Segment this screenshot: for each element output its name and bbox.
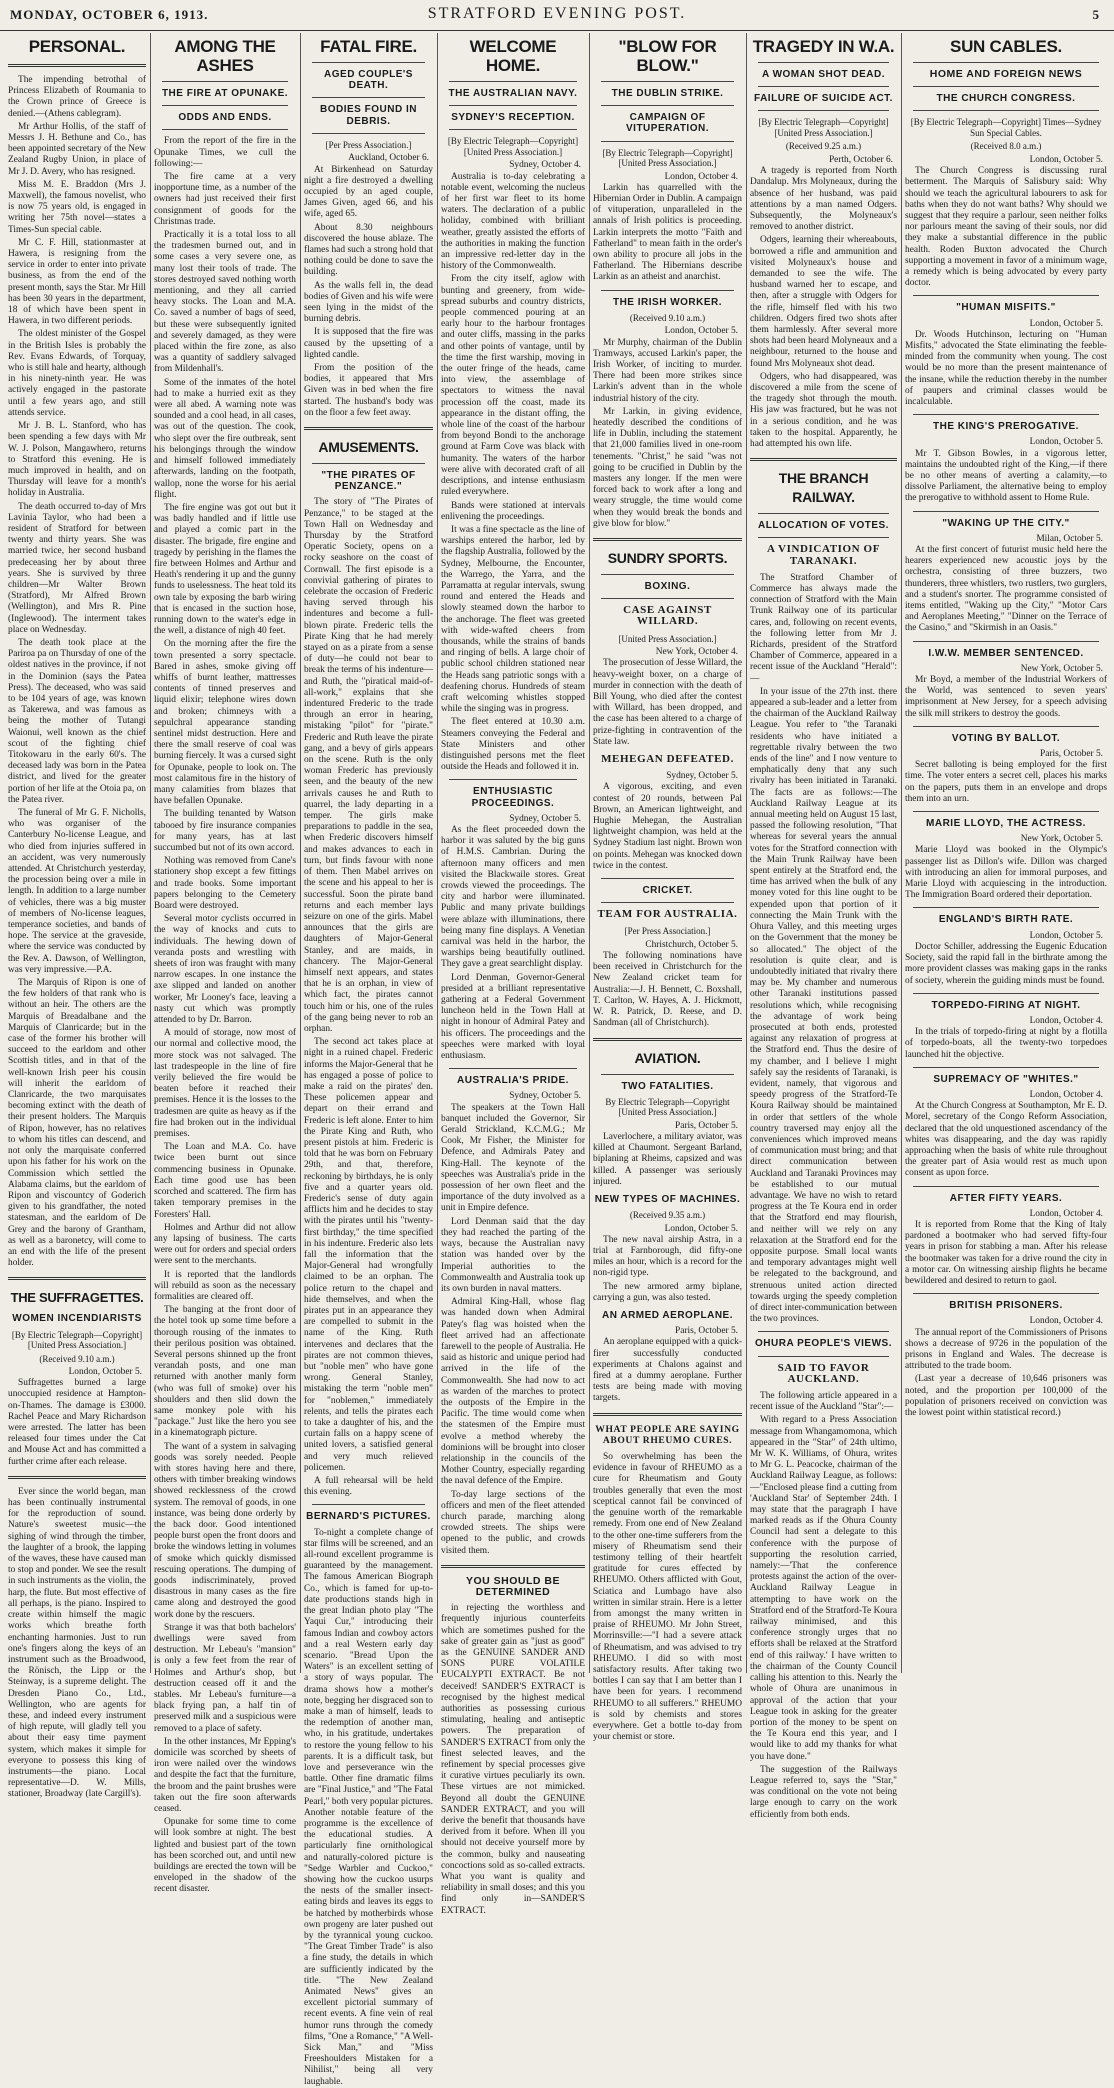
section-heading: AVIATION.: [634, 1049, 701, 1066]
article-paragraph: The banging at the front door of the hotel took up some time before a thorough rousing of the inmates to their perilous position was obtained. Several persons shinned up the front verandah posts, and one man returned with another manly form (who was full of smoke) over his shoulders and then slid down the same monkey pole with his "package." Just like the hero you see in a kinematograph picture.: [154, 1305, 296, 1439]
article-paragraph: To-night a complete change of star films will be screened, and an all-round excellent programme is guaranteed by the management. The famous American Biograph Co., which is famed for up-to-date productions stands high in the great Indian photo play "The Yaqui Cur," introducing their famous Indian and cowboy actors and a real Western early day scenario. "Bread Upon the Waters" is an excellent setting of a story of ways popular. The drama shows how a mother's note, begging her disgraced son to make a man of himself, leads to the redemption of another man, who, in his gratitude, undertakes to restore the young fellow to his parents. It is a difficult task, but love and perseverance win the battle. Other fine dramatic films are "Final Justice," and "The Fatal Pearl," both very popular pictures. Another notable feature of the programme is the excellence of the educational studies. A particularly fine ornithological and naturally-colored picture is "Sedge Warbler and Cuckoo," showing how the cuckoo usurps the nests of the smaller insect-eating birds and leaves its eggs to be hatched by motherbirds whose own progeny are later pushed out by the tyrannical young cuckoo. "The Great Timber Trade" is also a fine study, the details in which are sufficiently indicated by the title. "The New Zealand Animated News" gives an excellent pictorial summary of recent events. A fine vein of real humor runs through the comedy films, "One a Romance," "A Well-Sick Man," and "Miss Freeshoulders Mistaken for a Nihilist," being all very laughable.: [304, 1527, 434, 2087]
divider: [913, 295, 1099, 296]
subheading: CAMPAIGN OF VITUPERATION.: [626, 112, 709, 135]
subheading: THE AUSTRALIAN NAVY.: [448, 88, 578, 99]
column-rule: [150, 33, 151, 1673]
column-fatal-fire: [304, 33, 434, 2087]
article-paragraph: It is supposed that the fire was caused by the upsetting of a lighted candle.: [304, 327, 433, 360]
section-heading: TRAGEDY IN W.A.: [752, 37, 895, 56]
divider: [8, 1476, 146, 1479]
article-paragraph: Opunake for some time to come will look sombre at night. The best lighted and busiest part of the town has been scorched out, and until new buildings are erected the town will be enveloped in the shadow of the recent disaster.: [154, 1817, 296, 1895]
subheading: BERNARD'S PICTURES.: [306, 1511, 431, 1523]
divider: [913, 110, 1099, 111]
article-paragraph: Marie Lloyd was booked in the Olympic's passenger list as Dillon's wife. Dillon was charged with introducing an alien for immoral purposes, and Marie Lloyd with acquiescing in the introduction. The Immigration Board ordered their deportation.: [905, 845, 1107, 901]
article-paragraph: The building tenanted by Watson tabooed by fire insurance companies for many years, has at last succumbed but not of its own accord.: [154, 809, 296, 853]
received-time: (Received 9.10 a.m.): [39, 1353, 115, 1364]
dateline: Milan, October 5.: [1036, 533, 1103, 544]
article-paragraph: In your issue of the 27th inst. there appeared a sub-leader and a letter from the chairman of the Auckland Railway League. You refer to "the Taranaki residents who have initiated a regrettable rivalry between the two ends of the line" and I now venture to emphatically deny that any such rivalry has been initiated in Taranaki. The facts are as follows:—The Auckland Railway League at its annual meeting held on August 15 last, passed the following resolution, "That whereas for several years the annual votes for the Stratford connection with the Main Trunk Railway have been spent entirely at the Stratford end, the time has arrived when the bulk of any money voted for this line ought to be expended upon that portion of it connecting the Main Trunk with the Ohura Valley, and this meeting urges on the Government that the money be so allocated." The object of the resolution is quite clear, and is undoubtedly initiated that rivalry there may be. My chamber and numerous other Taranaki institutions passed resolutions which, while recognising the advantage of work being prosecuted at both ends, protested against any relaxation of progress at the Stratford end. Thus the desire of my chamber, and I believe I might safely say the residents of Taranaki, is evident, namely, that vigorous and speedy progress of the Stratford-Te Koura Railway should be maintained in order that settlers of the whole country traversed may enjoy all the conveniences which improved means of communication must bring; and that direct communication between Auckland and Taranaki Provinces may be established to our mutual advantage. We have no wish to retard progress at the Te Koura end in order that the Stratford end may flourish, and neither will we rely on any relaxation at the Stratford end for the opposite purpose. Small local wants and temporary advantages might well be relegated to the background, and strenuous united action directed towards urging the speedy completion of direct inter-communication between the two provinces.: [750, 686, 897, 1325]
article-paragraph: It is reported from Rome that the King of Italy pardoned a bootmaker who had served fifty-four years in prison for stabbing a man. After his release the bootmaker was taken for a drive round the city in a motor car. On witnessing airship flights he became bewildered and desired to return to gaol.: [905, 1219, 1107, 1286]
article-paragraph: As the walls fell in, the dead bodies of Given and his wife were seen lying in the midst of the burning debris.: [304, 280, 433, 325]
dateline: London, October 5.: [664, 1223, 738, 1234]
dateline: Paris, October 5.: [674, 1326, 738, 1337]
subheading: A VINDICATION OF TARANAKI.: [766, 543, 881, 567]
article-paragraph: Miss M. E. Braddon (Mrs J. Maxwell), the famous novelist, who is now 75 years old, is engaged in writing her 75th novel—states a Times-Sun special cable.: [8, 179, 146, 235]
received-time: (Received 9.10 a.m.): [629, 312, 706, 323]
article-paragraph: Several motor cyclists occurred in the way of knocks and cuts to individuals. The hewing down of veranda posts and wrestling with sheets of iron was fraught with many narrow escapes. In one instance the axe slipped and landed on another worker, Mr Looney's face, leaving a nasty cut which was promptly attended to by Dr. Barron.: [154, 914, 296, 1026]
subheading: ENGLAND'S BIRTH RATE.: [938, 914, 1074, 926]
divider: [601, 598, 734, 599]
divider: [913, 62, 1099, 63]
article-paragraph: At Birkenhead on Saturday night a fire destroyed a dwelling occupied by an aged couple, James Given, aged 66, and his wife, aged 65.: [304, 164, 433, 220]
divider: [758, 62, 889, 63]
article-paragraph: The Marquis of Ripon is one of the few holders of that rank who is without an heir. The others are the Marquis of Breadalbane and the Marquis of Clanricarde; but in the case of the former his brother will succeed to the earldom and other Scottish titles, and in that of the well-known Irish peer his cousin will inherit the earldom of Clanricarde, the two marquisates becoming extinct with the death of their present holders. The Marquis of Ripon, however, has no relatives to whom his titles can descend, and not only the marquisate conferred upon his father for his work on the Commission which settled the Alabama claims, but the earldom of Ripon and viscountcy of Goderich given to his grandfather, the noted statesman, and the earldom of De Grey and the barony of Grantham, as well as a baronetcy, will come to an end with the life of the present holder.: [8, 978, 146, 1269]
column-tragedy-in-wa: [750, 33, 897, 1820]
section-heading: "BLOW FOR BLOW.": [618, 37, 717, 75]
subheading: MEHEGAN DEFEATED.: [601, 752, 734, 765]
article-paragraph: To-day large sections of the officers and men of the fleet attended church parade, marching along crowded streets. The ships were opened to the public, and crowds visited them.: [441, 1489, 585, 1556]
divider: [312, 463, 425, 464]
column-rule: [589, 33, 590, 1673]
divider: [758, 537, 889, 538]
wire-credit: [By Electric Telegraph—Copyright] [United Press Association.]: [602, 147, 733, 169]
column-welcome-home: [441, 33, 585, 1916]
article-paragraph: Lord Denman said that the day they had reached the parting of the ways, because the Australian navy station was handed over by the Imperial authorities to the Commonwealth and Australia took up its own burden in naval matters.: [441, 1216, 585, 1294]
column-among-the-ashes: [154, 33, 296, 1895]
dateline: Paris, October 5.: [674, 1120, 738, 1131]
subheading: CASE AGAINST WILLARD.: [623, 604, 712, 628]
wire-credit: [By Electric Telegraph—Copyright] Times—Sydney Sun Special Cables.: [910, 117, 1102, 138]
divider: [162, 105, 288, 106]
article-paragraph: A mould of storage, now most of our normal and collective mood, the more stock was not salvaged. The last tradespeople in the line of fire verily believed the fire would be beaten before it reached their premises. Hence it is the losses to the tradesmen are quite as heavy as if the fire had broken out in the individual premises.: [154, 1028, 296, 1140]
divider: [750, 458, 897, 461]
article-paragraph: Mr Murphy, chairman of the Dublin Tramways, accused Larkin's paper, the Irish Worker, of inciting to murder. There had been more strikes since Larkin's advent than in the whole industrial history of the city.: [593, 337, 742, 404]
dateline: London, October 5.: [1029, 318, 1103, 329]
dateline: London, October 4.: [1029, 1015, 1103, 1026]
subheading: THE DUBLIN STRIKE.: [611, 88, 724, 99]
dateline: New York, October 5.: [1020, 834, 1103, 845]
divider: [8, 1277, 146, 1280]
divider: [593, 1413, 742, 1416]
subheading: BODIES FOUND IN DEBRIS.: [320, 104, 417, 127]
section-heading: AMUSEMENTS.: [318, 438, 419, 455]
divider: [601, 574, 734, 575]
subheading: TORPEDO-FIRING AT NIGHT.: [931, 999, 1081, 1011]
subheading: BOXING.: [644, 581, 691, 592]
section-heading: FATAL FIRE.: [320, 37, 417, 56]
article-paragraph: The prosecution of Jesse Willard, the heavy-weight boxer, on a charge of murder in connection with the death of Bill Young, who died after the contest with Willard, has been dropped, and the case has been altered to a charge of prize-fighting in contravention of the State law.: [593, 658, 742, 747]
dateline: New York, October 4.: [655, 647, 738, 658]
dateline: Sydney, October 4.: [509, 160, 581, 171]
divider: [913, 1067, 1099, 1068]
article-paragraph: Mr Boyd, a member of the Industrial Workers of the World, was sentenced to seven years' imprisonment at New Jersey, for a speech advising the silk mill strikers to destroy the goods.: [905, 675, 1107, 719]
dateline: Paris, October 5.: [1039, 749, 1103, 760]
article-paragraph: Nothing was removed from Cane's stationery shop except a few fittings and trade books. Some important papers belonging to the Cemetery Board were destroyed.: [154, 856, 296, 912]
wire-credit: [By Electric Telegraph—Copyright] [United Press Association.]: [447, 136, 579, 157]
subheading: SYDNEY'S RECEPTION.: [451, 112, 575, 124]
advertisement-heading: YOU SHOULD BE DETERMINED: [465, 1574, 560, 1598]
subheading: ODDS AND ENDS.: [178, 112, 272, 124]
subheading: "HUMAN MISFITS.": [956, 302, 1056, 314]
article-paragraph: Bands were stationed at intervals enlivening the proceedings.: [441, 500, 585, 522]
article-paragraph: The funeral of Mr G. F. Nicholls, who was organiser of the Canterbury No-license League, and who died from injuries suffered in an accident, was very numerously attended. At Christchurch yesterday, the procession being over a mile in length. In addition to a large number of vehicles, there was a big muster of members of No-license leagues, temperance societies, and bands of hope. The service at the graveside, where the service was conducted by the Rev. A. Dawson, of Wellington, was very impressive.—P.A.: [8, 808, 146, 975]
article-paragraph: The following nominations have been received in Christchurch for the New Zealand cricket team for Australia:—J. H. Bennett, C. Boxshall, T. Carlton, W. Hayes, A. J. Hickmott, W. R. Patrick, D. Reese, and D. Sandman (all of Christchurch).: [593, 951, 742, 1029]
subheading: AUSTRALIA'S PRIDE.: [457, 1075, 569, 1087]
column-rule: [300, 33, 301, 1673]
article-paragraph: Australia is to-day celebrating a notable event, welcoming the nucleus of her first war fleet to its home waters. The declaration of a public holiday, combined with brilliant weather, greatly assisted the efforts of the authorities in making the function an impressive red-letter day in the history of the Commonwealth.: [441, 171, 585, 272]
divider: [601, 105, 734, 106]
article-paragraph: The new armored army biplane, carrying a gun, was also tested.: [593, 1281, 742, 1303]
dateline: London, October 4.: [1029, 1316, 1103, 1327]
column-rule: [901, 33, 902, 1673]
received-time: (Received 9.25 a.m.): [785, 141, 862, 152]
divider: [758, 513, 889, 514]
column-rule: [437, 33, 438, 1673]
subheading: THE CHURCH CONGRESS.: [936, 93, 1076, 105]
dateline: Christchurch, October 5.: [645, 939, 738, 950]
article-paragraph: Laverlochere, a military aviator, was killed at Chaumont. Sergeant Barland, biplaning at Rheims, capsized and was killed. A passenger was seriously injured.: [593, 1131, 742, 1187]
divider: [162, 81, 288, 82]
subheading: VOTING BY BALLOT.: [951, 732, 1061, 744]
divider: [162, 129, 288, 130]
article-paragraph: Suffragettes burned a large unoccupied residence at Hampton-on-Thames. The damage is £3000. Rachel Peace and Mary Richardson were arrested. The latter has been released four times under the Cat and Mouse Act and has committed a further crime after each release.: [8, 1378, 146, 1467]
article-paragraph: Practically it is a total loss to all the tradesmen burned out, and in some cases a very severe one, as many lost their tools of trade. The stores destroyed saved nothing worth mentioning, and they all carried heavy stocks. The Loan and M.A. Co. saved a number of bags of seed, but these were subsequently ignited and severely damaged, as they were placed within the fire zone, as also was a quantity of saddlery salvaged from Mildenhall's.: [154, 230, 296, 375]
divider: [913, 641, 1099, 642]
issue-date: MONDAY, OCTOBER 6, 1913.: [10, 7, 209, 22]
divider: [601, 290, 734, 291]
subheading: THE KING'S PREROGATIVE.: [933, 421, 1079, 433]
column-personal: [8, 33, 147, 1800]
dateline: London, October 5.: [1029, 930, 1103, 941]
article-paragraph: The fleet entered at 10.30 a.m. Steamers conveying the Federal and State Ministers and other distinguished persons met the fleet outside the Heads and followed it in.: [441, 717, 585, 773]
divider: [913, 1186, 1099, 1187]
section-heading: THE BRANCH RAILWAY.: [778, 470, 869, 506]
divider: [601, 141, 734, 142]
article-paragraph: The speakers at the Town Hall banquet included the Governor, Sir Gerald Strickland, K.C.M.G.; Mr Cook, Mr Fisher, the Minister for Defence, and Admirals Patey and King-Hall. The keynote of the speeches was Australia's pride in the possession of her own fleet and the importance of the duty involved as a unit in Empire defence.: [441, 1102, 585, 1214]
column-sun-cables: [905, 33, 1107, 1673]
article-paragraph: From the position of the bodies, it appeared that Mrs Given was in bed when the fire started. The husband's body was on the floor a few feet away.: [304, 362, 433, 418]
divider: [312, 62, 425, 63]
article-paragraph: It was a fine spectacle as the line of warships entered the harbor, led by the flagship Australia, followed by the Sydney, Melbourne, the Encounter, the Warrego, the Yarra, and the Parramatta at regular intervals, swung round and entered the Heads and slowly steamed down the harbor to the anchorage. The fleet was greeted with wide-wafted cheers from thousands, while the strains of bands and ringing of bells. A large choir of public school children stationed near the Heads sang patriotic songs with a deafening chorus. Hundreds of steam craft welcoming whistles stopped while the singing was in progress.: [441, 524, 585, 715]
article-paragraph: Holmes and Arthur did not allow any lapsing of business. The carts were out for orders and special orders were sent to the merchants.: [154, 1222, 296, 1267]
article-paragraph: Dr. Woods Hutchinson, lecturing on "Human Misfits," advocated the State eliminating the feeble-minded from the community when young. The cost would be no more than the present maintenance of the insane, while the reduction thereby in the number of paupers and criminal classes would be incalculable.: [905, 329, 1107, 407]
article-paragraph: An aeroplane equipped with a quick-firer successfully conducted experiments at Chalons against and fired at a dummy aeroplane. Further tests are being made with moving targets.: [593, 1337, 742, 1404]
divider: [913, 414, 1099, 415]
article-paragraph: The new naval airship Astra, in a trial at Farnborough, did fifty-one miles an hour, which is a record for the non-rigid type.: [593, 1234, 742, 1279]
section-heading: THE SUFFRAGETTES.: [10, 1290, 144, 1306]
wire-credit: [Per Press Association.]: [624, 926, 711, 937]
divider: [913, 86, 1099, 87]
divider: [913, 993, 1099, 994]
article-paragraph: The story of "The Pirates of Penzance," to be staged at the Town Hall on Wednesday and Thursday by the Stratford Operatic Society, opens on a rocky seashore on the coast of Cornwall. The first episode is a convivial gathering of pirates to celebrate the occasion of Frederic having served through his indentures and become a full-blown pirate. Frederic tells the Pirate King that he had merely stayed on as a pirate from a sense of duty—he could not bear to break the terms of his indenture—and Ruth, the "piratical maid-of-all-work," explains that she indentured Frederic to the trade through an error in hearing, mistaking "pilot" for "pirate." Frederic and Ruth leave the pirate gang, and a bevy of girls appears on the scene. Ruth is the only woman Frederic has previously seen, and the beauty of the new arrivals causes he and Ruth to quarrel, the lady departing in a temper. The girls make preparations to paddle in the sea, when Frederic discovers himself and makes advances to each in turn, but finds favour with none of them. Then Mabel arrives on the scene and his appeal to her is successful. Soon the pirate band returns and each member lays seizure on one of the girls. Mabel announces that the girls are daughters of Major-General Stanley, and are maids, in chancery. The Major-General himself next appears, and states that he is an orphan, in view of which fact, the pirates cannot touch him or his, one of the rules of the gang being never to rob an orphan.: [304, 497, 433, 1034]
article-paragraph: The death occurred to-day of Mrs Lavinia Taylor, who had been a resident of Stratford for between twenty and thirty years. She was married twice, her second husband predeceasing her by about three years. She is survived by three children—Mr Walter Brown (Stratford), Mr Alfred Brown (Wellington), and Mrs R. Pine (Inglewood). The interment takes place on Wednesday.: [8, 501, 146, 635]
subheading: THE IRISH WORKER.: [612, 296, 723, 308]
divider: [601, 878, 734, 879]
article-paragraph: It is reported that the landlords will rebuild as soon as the necessary formalities are cleared off.: [154, 1269, 296, 1302]
subheading: AGED COUPLE'S DEATH.: [324, 69, 413, 92]
article-paragraph: Mr J. B. L. Stanford, who has been spending a few days with Mr W. J. Polson, Mangawhero, returns to Stratford this evening. He is much improved in health, and on Thursday will leave for a month's holiday in Australia.: [8, 421, 146, 499]
subheading: CRICKET.: [642, 884, 693, 896]
section-heading: AMONG THE ASHES: [174, 37, 276, 75]
dateline: Auckland, October 6.: [348, 153, 429, 164]
article-paragraph: Mr Larkin, in giving evidence, heatedly described the conditions of life in Dublin, including the statement that 21,000 families lived in one-room tenements. "Christ," he said "was not going to be crucified in Dublin by the masters any longer. If the men were forced back to work after a long and weary struggle, the time would come when they would break the bonds and give blow for blow.": [593, 406, 742, 529]
section-heading: WELCOME HOME.: [469, 37, 557, 75]
dateline: London, October 4.: [664, 171, 738, 182]
divider: [312, 97, 425, 98]
divider: [758, 86, 889, 87]
advertisement-text: Ever since the world began, man has been continually instrumental for the reproduction of sound. Nature's sweetest music—the sighing of wind through the timber, the laughter of a brook, the lapping of the waves, these have caused man to stop and ponder. We see the result in such instruments as the violin, the harp, the flute. But most effective of all perhaps, is the piano. Inspired to create within himself the magic works which breathe forth enchanting harmonies. Just to run one's fingers along the keys of an instrument such as the Broadwood, the Rönisch, the Lipp or the Steinway, is a supreme delight. The Dresden Piano Co., Ltd., Wellington, who are agents for these, and indeed every instrument of high repute, will gladly tell you about their easy time payment system, which makes it simple for everyone to possess this king of instruments—the piano. Local representative—D. W. Mills, stationer, Broadway (late Cargill's).: [8, 1486, 146, 1800]
article-paragraph: On the morning after the fire the town presented a sorry spectacle. Bared in ashes, smoke giving off whiffs of burnt leather, mattresses contents of tinned preserves and liquid elixir; telephone wires down and broken; chimneys with a sepulchral appearance standing sentinel midst destruction. Here and there the small reserve of coal was burning fiercely. It was a cursed sight for Opunake, people to look on. The most calamitous fire in the history of many calamities from blazes that have befallen Opunake.: [154, 639, 296, 807]
divider: [913, 726, 1099, 727]
received-time: (Received 9.35 a.m.): [629, 1210, 706, 1221]
article-paragraph: The second act takes place at night in a ruined chapel. Frederic informs the Major-General that he has engaged a posse of police to make a raid on the pirates' den. These policemen appear and depart on their errand and Frederic is left alone. Enter to him the Pirate King and Ruth, who present pistols at him. Frederic is told that he was born on February 29th, and that, therefore, reckoning by birthdays, he is only five and a quarter years old. Frederic's sense of duty again afflicts him and he decides to stay with the pirates until his "twenty-first birthday," the time specified in his indenture. Frederic also lets fall the information that the Major-General had wrongfully claimed to be an orphan. The police return to the chapel and hide themselves, and when the pirates put in an appearance they are compelled to submit in the name of the King. Ruth intervenes and declares that the pirates are not common thieves, but "noble men" who have gone wrong. General Stanley, mistaking the term "noble men" for "noblemen," immediately relents, and tells the pirates each to take a daughter of his, and the curtain falls on a happy scene of united lovers, a satisfied general and very much relieved policemen.: [304, 1037, 433, 1473]
divider: [449, 779, 577, 780]
article-paragraph: A tragedy is reported from North Dandalup. Mrs Molyneaux, during the absence of her husband, was paid attentions by a man named Odgers. Subsequently, the Molyneaux's removed to another district.: [750, 166, 897, 233]
subheading: FAILURE OF SUICIDE ACT.: [754, 93, 893, 105]
divider: [913, 1293, 1099, 1294]
dateline: Perth, October 6.: [828, 154, 893, 165]
dateline: Sydney, October 5.: [666, 771, 738, 782]
article-paragraph: About 8.30 neighbours discovered the house ablaze. The flames had such a strong hold that nothing could be done to save the building.: [304, 222, 433, 278]
article-paragraph: From the city itself, aglow with bunting and greenery, from wide-spread suburbs and country districts, people commenced pouring at an early hour to the harbour frontages and outer cliffs, massing in the parks and other points of vantage, until by the time the first warship, moving in the outer fringe of the heads, came into view, the assemblage of spectators to witness the naval procession off the coast, made its appearance in the distant offing, the whole line of the coast of the harbour from beyond Bondi to the anchorage ground at Farm Cove was black with humanity. The waters of the harbor were alive with decorated craft of all descriptions, and intense enthusiasm ruled everywhere.: [441, 274, 585, 498]
article-paragraph: The Stratford Chamber of Commerce has always made the connection of Stratford with the Main Trunk Railway one of its particular cares, and, following on recent events, the following letter from Mr J. Richards, president of the Stratford Chamber of Commerce, appeared in a recent issue of the Auckland "Herald":—: [750, 572, 897, 684]
article-paragraph: A full rehearsal will be held this evening.: [304, 1476, 433, 1498]
divider: [593, 1038, 742, 1041]
article-paragraph: Mr C. F. Hill, stationmaster at Hawera, is resigning from the service in order to enter into private business, as from the end of the present month, says the Star. Mr Hill has been 30 years in the department, 18 of which have been spent in Hawera, in two different periods.: [8, 237, 147, 327]
article-paragraph: The impending betrothal of Princess Elizabeth of Roumania to the Crown prince of Greece is denied.—(Athens cablegram).: [8, 75, 146, 119]
subheading: TWO FATALITIES.: [621, 1080, 714, 1092]
dateline: London, October 5.: [1029, 154, 1103, 165]
subheading: OHURA PEOPLE'S VIEWS.: [755, 1338, 892, 1350]
article-paragraph: A vigorous, exciting, and even contest of 20 rounds, between Pal Brown, an American lightweight, and Hughie Mehegan, the Australian lightweight champion, was held at the Sydney Stadium last night. Brown won on points. Mehegan was knocked down twice in the contest.: [593, 782, 742, 871]
subheading: SAID TO FAVOR AUCKLAND.: [777, 1361, 870, 1385]
article-paragraph: (Last year a decrease of 10,646 prisoners was noted, and the proportion per 100,000 of the population of prisoners received on conviction was the lowest point within statistical record.): [905, 1374, 1107, 1418]
subheading: "THE PIRATES OF PENZANCE.": [321, 469, 416, 493]
dateline: Sydney, October 5.: [509, 1091, 581, 1102]
advertisement-text: So overwhelming has been the evidence in favour of RHEUMO as a cure for Rheumatism and Gouty troubles generally that even the most sceptical cannot fail be convinced of the genuine worth of the remarkable remedy. From one end of New Zealand to the other one-time sufferers from the misery of Rheumatism send their testimony telling of their heartfelt gratitude for cures effected by RHEUMO. Others afflicted with Gout, Sciatica and Lumbago have also written in similar strain. Here is a letter from amongst the many written in praise of RHEUMO. Mr John Street, Morrinsville:—"I had a severe attack of Rheumatism, and was advised to try RHEUMO. I did so with most satisfactory results. After taking two bottles I can say that I am better than I have been for years. I recommend RHEUMO to all sufferers." RHEUMO is sold by chemists and stores everywhere. Get a bottle to-day from your chemist or store.: [593, 1452, 742, 1743]
article-paragraph: Lord Denman, Governor-General presided at a brilliant representative gathering at a Federal Government luncheon held in the Town Hall at night in honour of Admiral Patey and his officers. The proceedings and the speeches were marked with loyal enthusiasm.: [441, 972, 585, 1062]
wire-credit: [By Electric Telegraph—Copyright] [United Press Association.]: [11, 1329, 143, 1351]
dateline: London, October 4.: [1029, 1089, 1103, 1100]
section-heading: PERSONAL.: [28, 37, 126, 56]
article-paragraph: With regard to a Press Association message from Whangamomona, which appeared in the "Star" of 24th ultimo, Mr W. K. Williams, of Ohura, writes to Mr G. L. Peacocke, chairman of the Auckland Railway League, as follows:—"Enclosed please find a cutting from 'Auckland Star' of September 24th. I may state that the paragraph I have marked reads as if the Ohura County Council had sent a delegate to this conference with the purpose of supporting the resolution carried, namely:—'That the conference protests against the action of the over-Auckland Railway League in attempting to have work on the Stratford end of the Stratford-Te Koura railway minimised, and this conference strongly urges that no efforts shall be relaxed at the Stratford end of this railway.' I have written to the chairman of the County Council calling his attention to this. Nearly the whole of Ohura are unanimous in approval of the action that your League took in asking for the greater portion of the money to be spent on the Te Koura end this year, and I would like to add my thanks for what you have done.": [750, 1415, 897, 1762]
divider: [758, 110, 889, 111]
advertisement-heading: WHAT PEOPLE ARE SAYING ABOUT RHEUMO CURES.: [595, 1423, 740, 1446]
article-paragraph: Odgers, who had disappeared, was discovered a mile from the scene of the tragedy shot through the mouth. His jaw was fractured, but he was not in a serious condition, and he was taken to the hospital. Apparently, he had attempted his own life.: [750, 371, 897, 449]
column-blow-for-blow: [593, 33, 742, 1743]
divider: [449, 81, 577, 82]
masthead: [0, 0, 1114, 31]
divider: [758, 1356, 889, 1357]
subheading: ALLOCATION OF VOTES.: [758, 520, 889, 532]
dateline: Sydney, October 5.: [509, 813, 581, 824]
divider: [8, 64, 146, 67]
article-paragraph: Secret balloting is being employed for the first time. The voter enters a secret cell, places his marks on the papers, puts them in an envelope and drops them into an urn.: [905, 760, 1107, 804]
subheading: BRITISH PRISONERS.: [949, 1300, 1063, 1312]
subheading: TEAM FOR AUSTRALIA.: [597, 908, 738, 921]
divider: [601, 902, 734, 903]
subheading: I.W.W. MEMBER SENTENCED.: [928, 647, 1084, 659]
divider: [312, 1504, 425, 1505]
subheading: MARIE LLOYD, THE ACTRESS.: [926, 818, 1086, 830]
article-paragraph: The oldest minister of the Gospel in the British Isles is probably the Rev. Evans Edwards, of Torquay, who is still hale and hearty, although in his ninety-ninth year. He was actively engaged in the pastorate until a few years ago, and still attends service.: [8, 329, 146, 418]
page-number: 5: [1092, 7, 1100, 22]
article-paragraph: Mr T. Gibson Bowles, in a vigorous letter, maintains the undoubted right of the King,—if there be no other means of averting a calamity,—to dissolve Parliament, the alternative being to employ the prerogative to withhold assent to Home Rule.: [905, 448, 1107, 504]
dateline: London, October 5.: [664, 326, 738, 337]
dateline: London, October 4.: [1029, 1208, 1103, 1219]
subheading: A WOMAN SHOT DEAD.: [761, 69, 886, 80]
article-paragraph: Larkin has quarrelled with the Hibernian Order in Dublin. A campaign of vituperation, unparalleled in the annals of Irish politics is proceeding. Larkin interprets the motto "Faith and Fatherland" to mean faith in the order's own ability to procure all jobs in the Fatherland. The Hibernians describe Larkin as an atheist and anarchist.: [593, 182, 742, 283]
article-paragraph: The suggestion of the Railways League referred to, says the "Star," was conditional on the vote not being large enough to carry on the work efficiently from both ends.: [750, 1764, 897, 1820]
divider: [449, 105, 577, 106]
subheading: WOMEN INCENDIARISTS: [12, 1313, 142, 1325]
subheading: ENTHUSIASTIC PROCEEDINGS.: [471, 786, 555, 809]
divider: [449, 1068, 577, 1069]
divider: [312, 133, 425, 134]
wire-credit: [Per Press Association.]: [325, 139, 412, 150]
article-paragraph: At the Church Congress at Southampton, Mr E. D. Morel, secretary of the Congo Reform Association, declared that the old unquestioned ascendancy of the whites was disappearing, and the day was rapidly approaching when the basis of white rule throughout the greater part of Asia would rest as much upon consent as upon force.: [905, 1101, 1107, 1179]
dateline: London, October 5.: [1029, 437, 1103, 448]
subheading: HOME AND FOREIGN NEWS: [929, 68, 1083, 80]
advertisement-text: in rejecting the worthless and frequently injurious counterfeits which are sometimes pushed for the sake of greater gain as "just as good" as the GENUINE SANDER AND SONS PURE VOLATILE EUCALYPTI EXTRACT. Be not deceived! SANDER'S EXTRACT is recognised by the highest medical authorities as possessing curious stimulating, healing and antiseptic powers. The preparation of SANDER'S EXTRACT from only the finest selected leaves, and the refinement by special processes give it curative virtues peculiarly its own. These virtues are not mimicked. Beyond all doubt the GENUINE SANDER EXTRACT, and you will derive the benefit that thousands have derived from it before. When ill you should not deceive yourself more by the common, bulky and nauseating concoctions sold as so-called extracts. What you want is quality and reliability in small doses; and this you find only in—SANDER'S EXTRACT.: [441, 1603, 585, 1916]
article-paragraph: Some of the inmates of the hotel had to make a hurried exit as they were all abed. A warning note was sounded and a cool head, in all cases, was out of the question. The cook, who slept over the fire outbreak, sent his belongings through the window and himself followed immediately afterwards, landing on the footpath, wallop, none the worse for his aerial flight.: [154, 377, 296, 500]
article-paragraph: As the fleet proceeded down the harbor it was saluted by the big guns of H.M.S. Cambrian. During the afternoon many officers and men visited the Blackwaile stores. Great crowds viewed the proceedings. The city and harbor were illuminated. Public and many private buildings were ablaze with illuminations, there being many fine displays. A Venetian carnival was held in the harbor, the warships being beautifully outlined. They gave a great searchlight display.: [441, 824, 585, 970]
divider: [593, 538, 742, 541]
article-paragraph: The annual report of the Commissioners of Prisons shows a decrease of 9726 in the population of the prisons in England and Wales. The decrease is attributed to the trade boom.: [905, 1327, 1107, 1372]
article-paragraph: The Church Congress is discussing rural betterment. The Marquis of Salisbury said: Why should we teach the agricultural labourers to ask for baths when they do not want baths? Why should we suggest that they require a parlour, seen neither folks nor parlours meant the saving of their souls, nor did they make a substantial difference in the public health. Roden Buxton advocated the Church supporting a movement in favor of a minimum wage, a remedy which is being advocated by every party doctor.: [905, 166, 1107, 289]
article-paragraph: Odgers, learning their whereabouts, borrowed a rifle and ammunition and visited Molyneaux's house and demanded to see the wife. The husband warned her to escape, and then, after a struggle with Odgers for the rifle, himself fled with his two children. Odgers fired two shots after them harmlessly. After several more shots had been heard Molyneaux and a neighbour, returned to the house and found Mrs Molyneaux shot dead.: [750, 235, 897, 369]
divider: [601, 81, 734, 82]
article-paragraph: At the first concert of futurist music held here the hearers experienced new acoustic joys by the orchestra, consisting of three buzzers, two thunderers, three whistlers, two rustlers, two gurglers, and a student's snorter. The programme consisted of items entitled, "Waking up the City," "Motor Cars and Aeroplanes Meeting," "Dinner on the Terrace of the Casino," and "Skirmish in an Oasis.": [905, 545, 1107, 634]
article-paragraph: In the trials of torpedo-firing at night by a flotilla of torpedo-boats, all the twenty-two torpedoes launched hit the objective.: [905, 1027, 1107, 1060]
subheading: AFTER FIFTY YEARS.: [949, 1192, 1063, 1204]
article-paragraph: In the other instances, Mr Epping's domicile was scorched by sheets of iron were nailed over the windows and despite the fact that the furniture, the broom and the paint brushes were taken out the fire soon afterwards ceased.: [154, 1736, 296, 1815]
article-paragraph: Strange it was that both bachelors' dwellings were saved from destruction. Mr Lebeau's "mansion" is only a few feet from the rear of Holmes and Arthur's shop, but destruction ceased off it and the stables. Mr Lebeau's furniture—a black frying pan, a half tin of preserved milk and a suspicious were removed to a place of safety.: [154, 1622, 296, 1734]
subheading: THE FIRE AT OPUNAKE.: [161, 88, 289, 99]
article-paragraph: The death took place at the Pariroa pa on Thursday of one of the oldest natives in the province, if not in the Dominion (says the Patea Press). The deceased, who was said to be 104 years of age, was known as Takerewa, and was famous as being the mother of Tutangi Waionui, well known as the chief scout of the fighting chief Titokowaru in the early 60's. The deceased lady was born in the Patea district, and lived for the greater portion of her life at the Otoia pa, on the Patea river.: [8, 637, 146, 805]
article-paragraph: The want of a system in salvaging goods was sorely needed. People with stores having here and there, others with timber breaking windows showed recklessness of the crowd system. The removal of goods, in one instance, was being done orderly by the back door. Good intentioned people burst open the front doors and broke the windows letting in volumes of smoke which quickly dismissed rescuing operations. The dumping of goods indiscriminately, proved disastrous in many cases as the fire came along and destroyed the good work done by the rescuers.: [154, 1441, 296, 1620]
newspaper-title: STRATFORD EVENING POST.: [427, 5, 687, 22]
article-paragraph: The Loan and M.A. Co. have twice been burnt out since commencing business in Opunake. Each time good use has been scorched and scattered. The firm has taken temporary premises in the Foresters' Hall.: [154, 1142, 296, 1220]
section-heading: SUN CABLES.: [950, 37, 1062, 56]
article-paragraph: The fire came at a very inopportune time, as a number of the owners had just received their first consignment of goods for the Christmas trade.: [154, 172, 296, 227]
article-paragraph: Mr Arthur Hollis, of the staff of Messrs J. H. Bethune and Co., has been appointed secretary of the New Zealand Rugby Union, in place of Mr J. D. Avery, who has resigned.: [8, 121, 146, 177]
subheading: SUPREMACY OF "WHITES.": [933, 1073, 1079, 1085]
subheading: "WAKING UP THE CITY.": [942, 517, 1070, 529]
divider: [913, 811, 1099, 812]
wire-credit: [United Press Association.]: [618, 633, 717, 644]
section-heading: SUNDRY SPORTS.: [607, 550, 728, 566]
article-paragraph: Admiral King-Hall, whose flag was handed down when Admiral Patey's flag was hoisted when the fleet arrived had an affectionate farewell to the people of Australia. He said as historic and unique period had arrived in the life of the Commonwealth. She had now to act as warden of the marches to protect the outposts of the Empire in the Pacific. The time would come when the statesmen of the Empire must evolve a method whereby the dominions will be brought into closer relationship in the councils of the Mother Country, especially regarding the naval defence of the Empire.: [441, 1297, 585, 1487]
article-paragraph: The following article appeared in a recent issue of the Auckland "Star":—: [750, 1391, 897, 1413]
divider: [601, 1074, 734, 1075]
wire-credit: By Electric Telegraph—Copyright [United Press Association.]: [605, 1096, 730, 1118]
article-paragraph: The fire engine was got out but it was badly handled and if little use and played a comic part in the disaster. The brigade, fire engine and tragedy by perishing in the flames the fire between Holmes and Arthur and Heath's rendering it up and the gunny funds to uselessness. The heat told its own tale by exposing the barb wiring that is encased in the suction hose, running down to the water's edge in the well, a distance of nigh 40 feet.: [154, 502, 296, 637]
divider: [441, 1565, 585, 1568]
dateline: New York, October 5.: [1020, 663, 1103, 674]
divider: [758, 1331, 889, 1332]
subheading: NEW TYPES OF MACHINES.: [594, 1193, 741, 1205]
divider: [304, 427, 433, 430]
received-time: (Received 8.0 a.m.): [970, 141, 1042, 152]
divider: [913, 907, 1099, 908]
subheading: AN ARMED AEROPLANE.: [602, 1310, 733, 1322]
dateline: London, October 5.: [68, 1367, 142, 1378]
divider: [913, 511, 1099, 512]
column-rule: [746, 33, 747, 1673]
wire-credit: [By Electric Telegraph—Copyright] [United Press Association.]: [758, 117, 889, 138]
article-paragraph: From the report of the fire in the Opunake Times, we cull the following:—: [154, 136, 296, 169]
divider: [449, 129, 577, 130]
article-paragraph: Doctor Schiller, addressing the Eugenic Education Society, said the rapid fall in the birthrate among the more provident classes was making gaps in the ranks of society, wherein the guiding minds must be found.: [905, 941, 1107, 986]
